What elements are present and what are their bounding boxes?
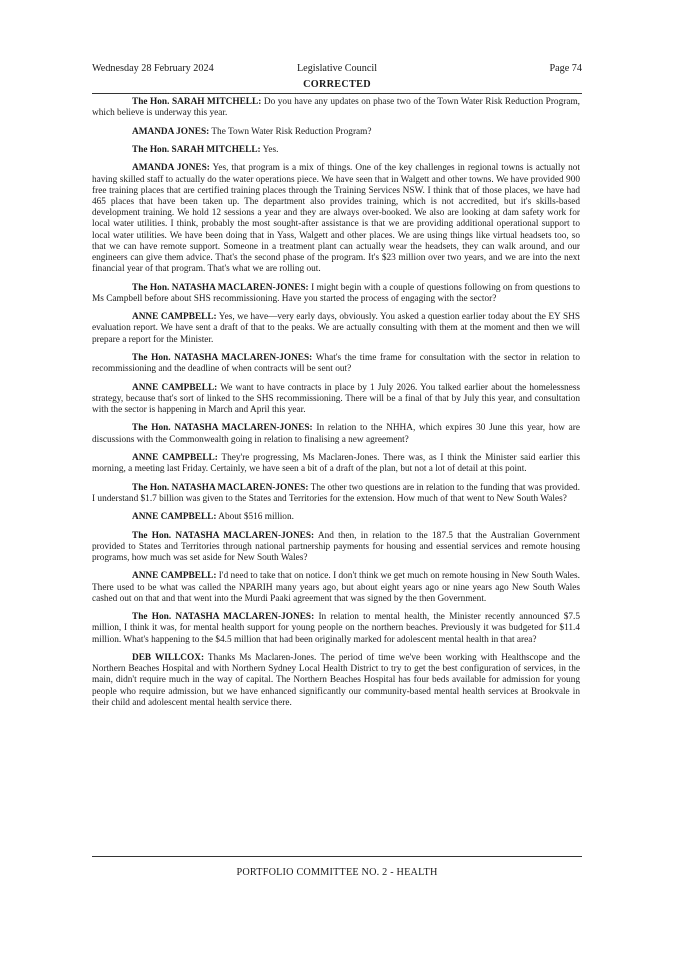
speaker-name: The Hon. SARAH MITCHELL: <box>132 97 262 107</box>
paragraph <box>92 453 580 475</box>
paragraph <box>92 312 580 346</box>
header-date: Wednesday 28 February 2024 <box>92 63 214 74</box>
speech-text: Yes, we have—very early days, obviously. You asked a question earlier today about the EY SHS evaluation report. We have sent a draft of that to the peaks. We are actually consulting with them at the moment and then we will prepare a report for the Minister. <box>92 312 580 345</box>
speech-text: About $516 million. <box>216 512 294 523</box>
speech-text: We want to have contracts in place by 1 July 2026. You talked earlier about the homelessness strategy, because that's sort of linked to the SHS recommissioning. There will be a final of that by July this year, and consultation with the sector is happening in March and April this year. <box>92 382 580 415</box>
transcript-body <box>92 97 580 716</box>
paragraph <box>92 145 580 156</box>
speaker-name: ANNE CAMPBELL: <box>132 571 217 582</box>
speech-text: Yes. <box>260 144 279 155</box>
page-footer: PORTFOLIO COMMITTEE NO. 2 - HEALTH <box>236 867 438 878</box>
speaker-name: The Hon. NATASHA MACLAREN-JONES: <box>132 423 313 434</box>
speaker-name: AMANDA JONES: <box>132 163 210 174</box>
header-page-number: Page 74 <box>549 63 582 74</box>
speaker-name: ANNE CAMPBELL: <box>132 382 218 393</box>
page-header <box>92 62 582 76</box>
speaker-name: The Hon. SARAH MITCHELL: <box>132 144 261 155</box>
header-divider <box>92 93 582 94</box>
speaker-name: DEB WILLCOX: <box>132 652 205 663</box>
speaker-name: The Hon. NATASHA MACLAREN-JONES: <box>132 612 315 623</box>
speaker-name: The Hon. NATASHA MACLAREN-JONES: <box>132 530 315 541</box>
speaker-name: The Hon. NATASHA MACLAREN-JONES: <box>132 482 309 493</box>
speech-text: And then, in relation to the 187.5 that the Australian Government provided to States and Territories through national partnership payments for housing and essential services and remote housing programs, how much was set aside for New South Wales? <box>92 530 580 563</box>
paragraph <box>92 483 580 505</box>
speech-text: In relation to the NHHA, which expires 30 June this year, how are discussions with the Commonwealth going in relation to finalising a new agreement? <box>92 423 580 445</box>
paragraph <box>92 283 580 305</box>
paragraph <box>92 353 580 375</box>
speech-text: Thanks Ms Maclaren-Jones. The period of time we've been working with Healthscope and the Northern Beaches Hospital and with Northern Sydney Local Health District to try to get the best configuration of services, in the main, didn't require much in the way of capital. The Northern Beaches Hospital has four beds available for admission for young people who require admission, but we have enhanced significantly our community-based mental health services at Brookvale in their child and adolescent mental health service there. <box>92 652 580 708</box>
speech-text: The other two questions are in relation to the funding that was provided. I understand $1.7 billion was given to the States and Territories for the extension. How much of that went to New South Wales? <box>92 482 580 504</box>
paragraph <box>92 653 580 709</box>
speaker-name: AMANDA JONES: <box>132 126 210 137</box>
speech-text: I'd need to take that on notice. I don't think we get much on remote housing in New South Wales. There used to be what was called the NPARIH many years ago, but about eight years ago or nine years ago New South Wales cashed out on that and that went into the Murdi Paaki agreement that was signed by the then Government. <box>92 571 581 604</box>
paragraph <box>92 531 580 565</box>
paragraph <box>92 97 580 119</box>
speaker-name: ANNE CAMPBELL: <box>132 312 217 323</box>
speech-text: I might begin with a couple of questions following on from questions to Ms Campbell before about SHS recommissioning. Have you started the process of engaging with the sector? <box>92 282 580 304</box>
speech-text: In relation to mental health, the Minister recently announced $7.5 million, I think it was, for mental health support for young people on the northern beaches. Previously it was budgeted for $11.4 million. What's happening to the $4.5 million that had been originally marked for adolescent mental health in that area? <box>92 612 580 645</box>
header-chamber: Legislative Council <box>296 63 378 74</box>
speaker-name: The Hon. NATASHA MACLAREN-JONES: <box>132 282 309 293</box>
speaker-name: ANNE CAMPBELL: <box>132 452 218 463</box>
paragraph <box>92 383 580 417</box>
paragraph <box>92 571 580 605</box>
footer-divider <box>92 856 582 857</box>
speech-text: Yes, that program is a mix of things. One of the key challenges in regional towns is actually not having skilled staff to actually do the water operations piece. We have seen that in Walgett and other towns. We have provided 900 free training places that are certified training places through the Training Services NSW. I think that of those places, we have had 465 places that have been taken up. The department also provides training, which is not accredited, but it's skills-based development training. We hold 12 sessions a year and they are always over-booked. We also are looking at dam safety work for local water utilities. I think, probably the most sought-after assistance is that we are providing additional operational support to local water utilities. We have been doing that in Yass, Walgett and other places. We are using things like virtual headsets too, so that we can have remote support. Someone in a treatment plant can actually wear the headsets, they can walk around, and our engineers can give them advice. That's the second phase of the program. It's $23 million over two years, and we are into the next financial year of that program. That's what we are rolling out. <box>92 163 580 275</box>
speaker-name: ANNE CAMPBELL: <box>132 512 217 523</box>
speech-text: The Town Water Risk Reduction Program? <box>209 126 372 137</box>
corrected-label: CORRECTED <box>303 79 371 90</box>
speaker-name: The Hon. NATASHA MACLAREN-JONES: <box>132 352 313 363</box>
speech-text: What's the time frame for consultation with the sector in relation to recommissioning and the deadline of when contracts will be sent out? <box>92 352 580 375</box>
paragraph <box>92 127 580 138</box>
speech-text: They're progressing, Ms Maclaren-Jones. There was, as I think the Minister said earlier this morning, a meeting last Friday. Certainly, we have seen a bit of a draft of the plan, but not a lot of detail at this point. <box>92 452 580 475</box>
transcript-page <box>92 0 582 955</box>
paragraph <box>92 163 580 275</box>
paragraph <box>92 512 580 523</box>
paragraph <box>92 423 580 445</box>
paragraph <box>92 612 580 646</box>
speech-text: Do you have any updates on phase two of the Town Water Risk Reduction Program, which believe is underway this year. <box>92 97 580 119</box>
